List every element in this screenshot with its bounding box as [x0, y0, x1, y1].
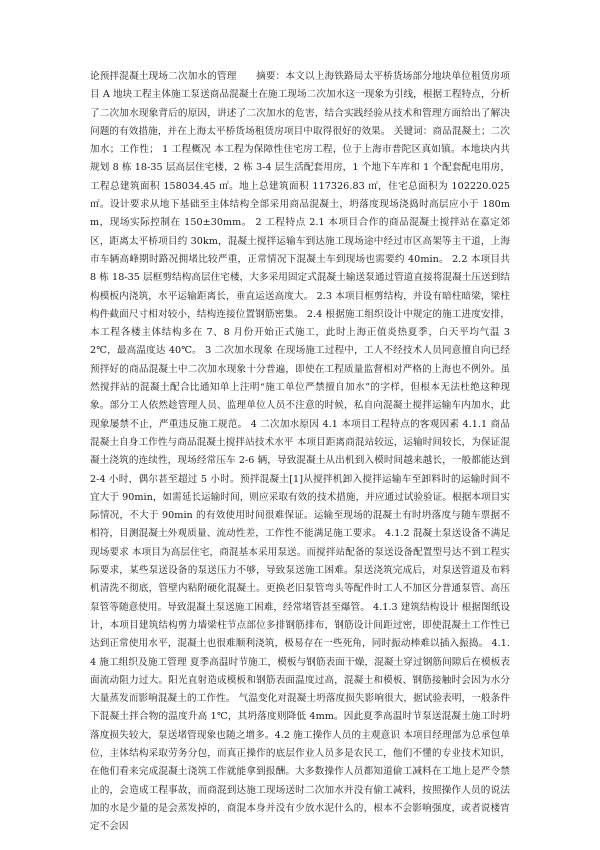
- body-paragraph: 论预拌混凝土现场二次加水的管理 摘要：本文以上海铁路局太平桥货场部分地块单位租赁房项目 A 地块工程主体施工泵送商品混凝土在施工现场二次加水这一现象为引线，根据工程特点，分析了二次加水现象背后的原因，讲述了二次加水的危害，结合实践经验从技术和管理方面给出了解决问题的有效措施，并在上海太平桥货场租赁房项目中取得很好的效果。 关键词：商品混凝土；二次加水；工作性； 1 工程概况 本工程为保障性住宅房工程，位于上海市普陀区真如镇。本地块内共规划 8 栋 18-35 层高层住宅楼，2 栋 3-4 层生活配套用房，1 个地下车库和 1 个配套配电用房，工程总建筑面积 158034.45 ㎡。地上总建筑面积 117326.83 ㎡，住宅总面积为 102220.025 ㎡。设计要求从地下基础至主体结构全部采用商品混凝土，坍落度现场浇捣时高层应小于 180mm，现场实际控制在 150±30mm。 2 工程特点 2.1 本项目合作的商品混凝土搅拌站在嘉定郊区，距离太平桥项目约 30km，混凝土搅拌运输车到达施工现场途中经过市区高架等主干道，上海市车辆高峰期时路况拥堵比较严重，正常情况下混凝土车到现场也需要约 40min。 2.2 本项目共 8 栋 18-35 层框剪结构高层住宅楼，大多采用固定式混凝土输送泵通过管道直接将混凝土压送到结构模板内浇筑，水平运输距离长，垂直运送高度大。 2.3 本项目框剪结构，并设有暗柱暗梁，梁柱构件截面尺寸相对较小，结构连接位置钢筋密集。 2.4 根据施工组织设计中规定的施工进度安排，本工程各楼主体结构多在 7、8 月份开始正式施工，此时上海正值炎热夏季，白天平均气温 32℃，最高温度达 40℃。 3 二次加水现象 在现场施工过程中，工人不经技术人员同意擅自向已经预拌好的商品混凝土中二次加水现象十分普遍，即使在工程质量监督相对严格的上海也不例外。虽然搅拌站的混凝土配合比通知单上注明“施工单位严禁擅自加水”的字样，但根本无法杜绝这种现象。部分工人依然趁管理人员、监理单位人员不注意的时候，私自向混凝土搅拌运输车内加水，此现象屡禁不止，严重违反施工规范。 4 二次加水原因 4.1 本项目工程特点的客观因素 4.1.1 商品混凝土自身工作性与商品混凝土搅拌站技术水平 本项目距离商混站较远，运输时间较长，为保证混凝土浇筑的连续性，现场经常压车 2-6 辆，导致混凝土从出机到入模时间越来越长，一般都能达到 2-4 小时，偶尔甚至超过 5 小时。预拌混凝土[1]从搅拌机卸入搅拌运输车至卸料时的运输时间不宜大于 90min，如需延长运输时间，则应采取有效的技术措施，并应通过试验验证。根据本项目实际情况，不大于 90min 的有效使用时间很难保证。运输至现场的混凝土有时坍落度与随车票据不相符，目测混凝土外观质量、流动性差，工作性不能满足施工要求。 4.1.2 混凝土泵送设备不满足现场要求 本项目为高层住宅，商混基本采用泵送。而搅拌站配备的泵送设备配置型号达不到工程实际要求，某些泵送设备的泵送压力不够，导致泵送施工困难。泵送浇筑完成后，对泵送管道及布料机清洗不彻底，管壁内粘附硬化混凝土。更换老旧泵管弯头等配件时工人不加区分普通泵管、高压泵管等随意使用。导致混凝土泵送施工困难，经常堵管甚至爆管。 4.1.3 建筑结构设计 根据图纸设计，本项目建筑结构剪力墙梁柱节点部位多排钢筋排布，钢筋设计间距过密，即使混凝土工作性已达到正常使用水平，混凝土也很难顺利浇筑，极易存在一些死角，同时振动棒难以插入振捣。 4.1.4 施工组织及施工管理 夏季高温时节施工，模板与钢筋表面干燥，混凝土穿过钢筋间隙后在模板表面流动阻力过大。阳光直射造成模板和钢筋表面温度过高，混凝土和模板、钢筋接触时会因为水分大量蒸发而影响混凝土的工作性。 气温变化对混凝土坍落度损失影响很大，据试验表明，一般条件下混凝土拌合物的温度升高 1℃，其坍落度则降低 4mm。因此夏季高温时节泵送混凝土施工时坍落度损失较大，泵送堵管现象也随之增多。4.2 施工操作人员的主观意识 本项目经理部为总承包单位，主体结构采取劳务分包，而真正操作的底层作业人员多是农民工，他们不懂的专业技术知识，在他们看来完成混凝土浇筑工作就能拿到报酬。大多数操作人员都知道偷工减料在工地上是严令禁止的，会造成工程事故，而商混到达施工现场送时二次加水并没有偷工减料，按照操作人员的说法加的水是少量的是会蒸发掉的，商混本身并没有少放水泥什么的，根本不会影响强度，或者说楼宵定不会因: [90, 71, 510, 833]
- document-body: [90, 68, 510, 836]
